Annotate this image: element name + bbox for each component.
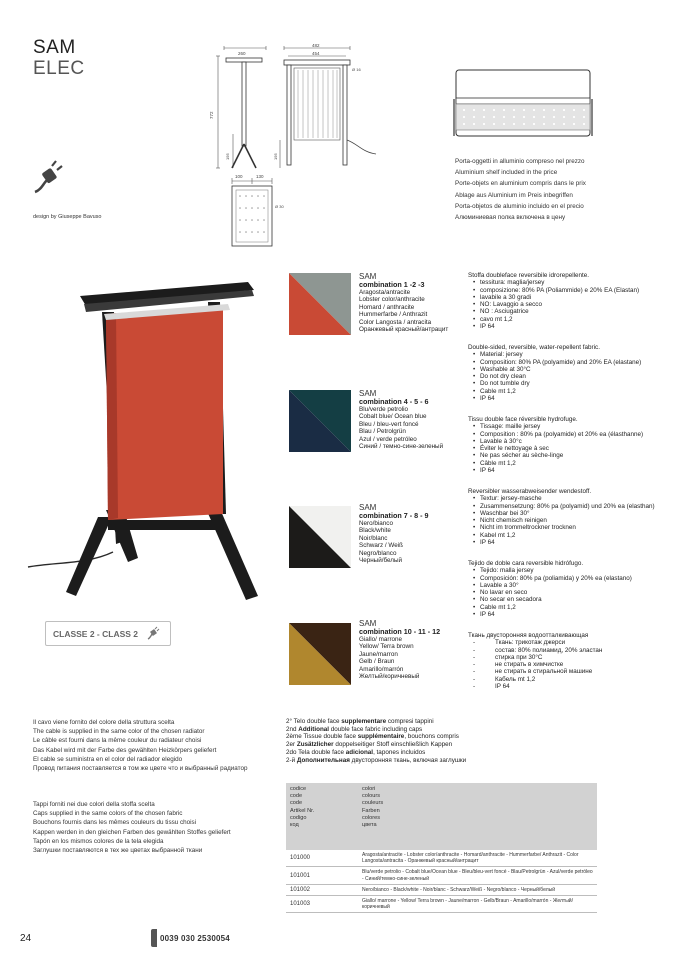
caps-note: Заглушки поставляются в тех же цветах выбранной ткани [33,847,203,855]
combination-color: Noir/blanc [359,534,388,542]
spec-item: • Ne pas sécher au sèche-linge [473,452,668,459]
electric-plug-icon [33,160,65,196]
dim-height-label: 772 [209,111,214,119]
table-row [286,867,597,884]
cable-note: Провод питания поставляется в том же цвете что и выбранный радиатор [33,765,248,773]
spec-item: • IP 64 [473,323,668,330]
product-photo [28,262,268,607]
spec-item: - стирка при 30°C [473,654,668,661]
spec-item: • Composition: 80% PA (polyamide) and 20% EA (elastane) [473,359,668,366]
combination-3-block [359,504,467,564]
spec-item: • Lavable à 30°c [473,438,668,445]
cable-note: Il cavo viene fornito del colore della struttura scelta [33,719,175,726]
combination-color: Cobalt blue/ Ocean blue [359,413,427,421]
second-fabric-line: 2do Tela double face adicional, tapones incluidos [286,748,426,756]
cable-note: Das Kabel wird mit der Farbe des gewählten Heizkörpers geliefert [33,746,217,754]
caps-note: Kappen werden in den gleichen Farben des gewählten Stoffes geliefert [33,828,231,836]
spec-item: • No secar en secadora [473,596,668,603]
dim-foot-label: 195 [225,153,230,160]
spec-heading: Ткань двусторонняя водоотталкивающая [468,632,589,639]
combination-color: Homard / anthracite [359,303,415,311]
combination-name: combination 4 - 5 - 6 [359,397,429,406]
combination-color: Hummerfarbe / Anthrazit [359,311,428,319]
dim-top-label: 260 [238,51,246,56]
spec-item: • Material: jersey [473,351,668,358]
combination-color: Желтый/коричневый [359,673,420,681]
top-view-drawing [218,172,298,250]
combination-color: Blau / Petrolgrün [359,428,406,436]
spec-block-en [468,344,668,402]
spec-item: • Câble mt 1,2 [473,460,668,467]
swatch-combination-3 [289,506,351,568]
combination-name: combination 10 - 11 - 12 [359,627,441,636]
second-fabric-notes [286,718,616,764]
spec-item: - состав: 80% полиамид, 20% эластан [473,647,668,654]
combination-color: Negro/blanco [359,549,397,557]
cable-note: Le câble est fourni dans la même couleur du radiateur choisi [33,737,202,745]
table-cell-colors: Giallo/ marrone - Yellow/ Terra brown - Jaune/marron - Gelb/Braun - Amarillo/marrón - Желтый/ коричневый [362,898,573,911]
spec-heading: Stoffa doubleface reversibile idrorepellente. [468,272,589,279]
spec-item: • IP 64 [473,539,668,546]
cable-note: El cable se suministra en el color del radiador elegido [33,755,183,763]
dim-inner-label: 454 [312,51,320,56]
combination-model: SAM [359,389,377,398]
spec-block-fr [468,416,668,474]
spec-block-it [468,272,668,330]
spec-item: • lavabile a 30 gradi [473,294,668,301]
table-cell-colors: Aragosta/antracite - Lobster color/anthracite - Homard/anthracite - Hummerfarbe/ Anthrazit - Color Langosta/antracita - Оранжевый красный/антрацит [362,852,579,865]
spec-item: • Tissage: maille jersey [473,423,668,430]
combination-color: Bleu / bleu-vert foncé [359,420,419,428]
spec-item: • Tejido: malla jersey [473,567,668,574]
table-cell-code: 101001 [290,872,311,879]
swatch-combination-2 [289,390,351,452]
front-view-drawing [270,44,380,172]
spec-item: • NO: Lavaggio a secco [473,301,668,308]
second-fabric-line: 2er Zusätzlicher doppelseitiger Stoff einschließlich Kappen [286,741,453,749]
table-cell-colors: Blu/verde petrolio - Cobalt blue/Ocean blue - Bleu/bleu-vert foncé - Blau/Petrolgrün - Azul/verde petróleo - Синий/темно-сине-зеленый [362,869,593,882]
combination-color: Jaune/marron [359,650,398,658]
combination-color: Черный/белый [359,557,403,565]
class-badge-label: CLASSE 2 - CLASS 2 [53,628,139,639]
shelf-note: Porta-objetos de aluminio incluido en el precio [455,202,584,210]
spec-heading: Reversibler wasserabweisender wendestoff. [468,488,592,495]
spec-item: • Washable at 30°C [473,366,668,373]
combination-color: Gelb / Braun [359,658,395,666]
spec-item: • Composition : 80% pa (polyamide) et 20% ea (élasthanne) [473,431,668,438]
combination-4-block [359,620,467,680]
phone-contact [151,929,230,947]
spec-item: • Cable mt 1,2 [473,388,668,395]
combination-color: Nero/bianco [359,520,393,527]
combination-name: combination 7 - 8 - 9 [359,511,429,520]
spec-item: - не стирать в стиральной машине [473,668,668,675]
table-cell-colors: Nero/bianco - Black/white - Noir/blanc - Schwarz/Weiß - Negro/blanco - Черный/белый [362,886,556,893]
second-fabric-line: 2-й Дополнительная двусторонняя ткань, включая заглушки [286,756,467,764]
table-row [286,896,597,913]
spec-item: • cavo mt 1,2 [473,316,668,323]
caps-note: Tappi forniti nei due colori della stoffa scelta [33,801,155,808]
table-cell-code: 101003 [290,901,311,908]
table-header [286,783,597,850]
spec-item: • IP 64 [473,395,668,402]
shelf-note: Алюминиевая полка включена в цену [455,214,566,222]
spec-item: • Do not tumble dry [473,380,668,387]
spec-item: • Éviter le nettoyage à sec [473,445,668,452]
table-header-colors: colori colours couleurs Farben colores цвета [362,786,384,829]
dim-top-tube-label: Ø 30 [275,204,284,209]
class-badge [45,621,171,646]
cable-note: The cable is supplied in the same color of the chosen radiator [33,728,205,736]
cable-notes [33,718,268,773]
spec-item: • Kabel mt 1,2 [473,532,668,539]
shelf-note: Porta-oggetti in alluminio compreso nel prezzo [455,158,585,165]
caps-note: Caps supplied in the same colors of the chosen fabric [33,810,183,818]
table-header-code: codice code code Artikel Nr. codigo код [290,786,315,829]
shelf-note: Aluminium shelf included in the price [455,169,558,177]
dim-tube-label: Ø 16 [352,67,361,72]
spec-item: • Nicht im trommeltrockner trocknen [473,524,668,531]
page-number: 24 [20,933,32,944]
spec-item: • Textur: jersey-masche [473,495,668,502]
combination-color: Amarillo/marrón [359,665,404,673]
spec-item: • NO : Asciugatrice [473,308,668,315]
combination-color: Azul / verde petróleo [359,435,417,443]
designer-credit: design by Giuseppe Bavuso [33,214,102,220]
combination-color: Yellow/ Terra brown [359,643,414,651]
class-plug-icon [146,627,160,641]
spec-item: - Ткань: трикотаж джерси [473,639,668,646]
table-cell-code: 101000 [290,855,311,862]
dim-total-label: 482 [312,43,320,48]
combination-2-block [359,390,467,450]
spec-item: • tessitura: maglia/jersey [473,279,668,286]
second-fabric-line: 2nd Additional double face fabric including caps [286,725,423,733]
swatch-combination-1 [289,273,351,335]
spec-block-de [468,488,668,546]
combination-color: Black/white [359,527,391,535]
shelf-note: Ablage aus Aluminium im Preis inbegriffen [455,191,573,199]
combination-color: Lobster color/anthracite [359,296,425,304]
caps-note: Tapón en los mismos colores de la tela elegida [33,837,164,845]
combination-model: SAM [359,272,377,281]
table-cell-code: 101002 [290,886,311,893]
spec-item: • composizione: 80% PA (Poliammide) e 20% EA (Elastan) [473,287,668,294]
caps-notes [33,800,268,855]
spec-item: • No lavar en seco [473,589,668,596]
combination-model: SAM [359,619,377,628]
spec-item: • Nicht chemisch reinigen [473,517,668,524]
combination-color: Оранжевый красный/антрацит [359,326,449,334]
combination-color: Синий / темно-сине-зеленый [359,443,444,451]
combination-color: Schwarz / Weiß [359,542,403,550]
spec-item: • Lavable a 30° [473,582,668,589]
aluminium-shelf-drawing [452,66,597,142]
swatch-combination-4 [289,623,351,685]
spec-item: - IP 64 [473,683,668,690]
second-fabric-line: 2° Telo double face supplementare compresi tappini [286,718,434,725]
combination-color: Aragosta/antracite [359,289,411,296]
spec-item: • IP 64 [473,467,668,474]
combination-name: combination 1 -2 -3 [359,280,425,289]
table-row [286,885,597,896]
dim-front-foot-label: 195 [273,153,278,160]
spec-item: • IP 64 [473,611,668,618]
combination-1-block [359,273,467,333]
spec-item: • Do not dry clean [473,373,668,380]
combination-color: Color Langosta / antracita [359,318,432,326]
spec-heading: Double-sided, reversible, water-repellent fabric. [468,344,600,351]
spec-block-es [468,560,668,618]
table-row [286,850,597,867]
second-fabric-line: 2ème Tissue double face supplémentaire, bouchons compris [286,733,459,741]
combination-color: Blu/verde petrolio [359,406,409,413]
spec-heading: Tissu double face réversible hydrofuge. [468,416,578,423]
phone-icon [151,929,157,947]
spec-heading: Tejido de doble cara reversible hidrófugo. [468,560,584,567]
spec-item: • Composición: 80% pa (poliamida) y 20% ea (elastano) [473,575,668,582]
spec-item: • Waschbar bei 30° [473,510,668,517]
spec-item: - Кабель mt 1,2 [473,676,668,683]
combination-color: Giallo/ marrone [359,636,403,643]
combination-model: SAM [359,503,377,512]
shelf-notes [455,156,655,223]
spec-item: • Cable mt 1,2 [473,604,668,611]
shelf-note: Porte-objets en aluminium compris dans le prix [455,180,586,188]
product-codes-table [286,783,597,913]
product-subtitle: ELEC [33,58,85,79]
spec-item: - не стирать в химчистке [473,661,668,668]
dim-b-label: 130 [256,174,264,179]
spec-block-ru [468,632,668,690]
product-title: SAM [33,37,76,58]
dim-a-label: 100 [235,174,243,179]
spec-item: • Zusammensetzung: 80% pa (polyamid) und 20% ea (elasthan) [473,503,668,510]
phone-number: 0039 030 2530054 [160,933,230,943]
caps-note: Bouchons fournis dans les mêmes couleurs du tissu choisi [33,819,197,827]
